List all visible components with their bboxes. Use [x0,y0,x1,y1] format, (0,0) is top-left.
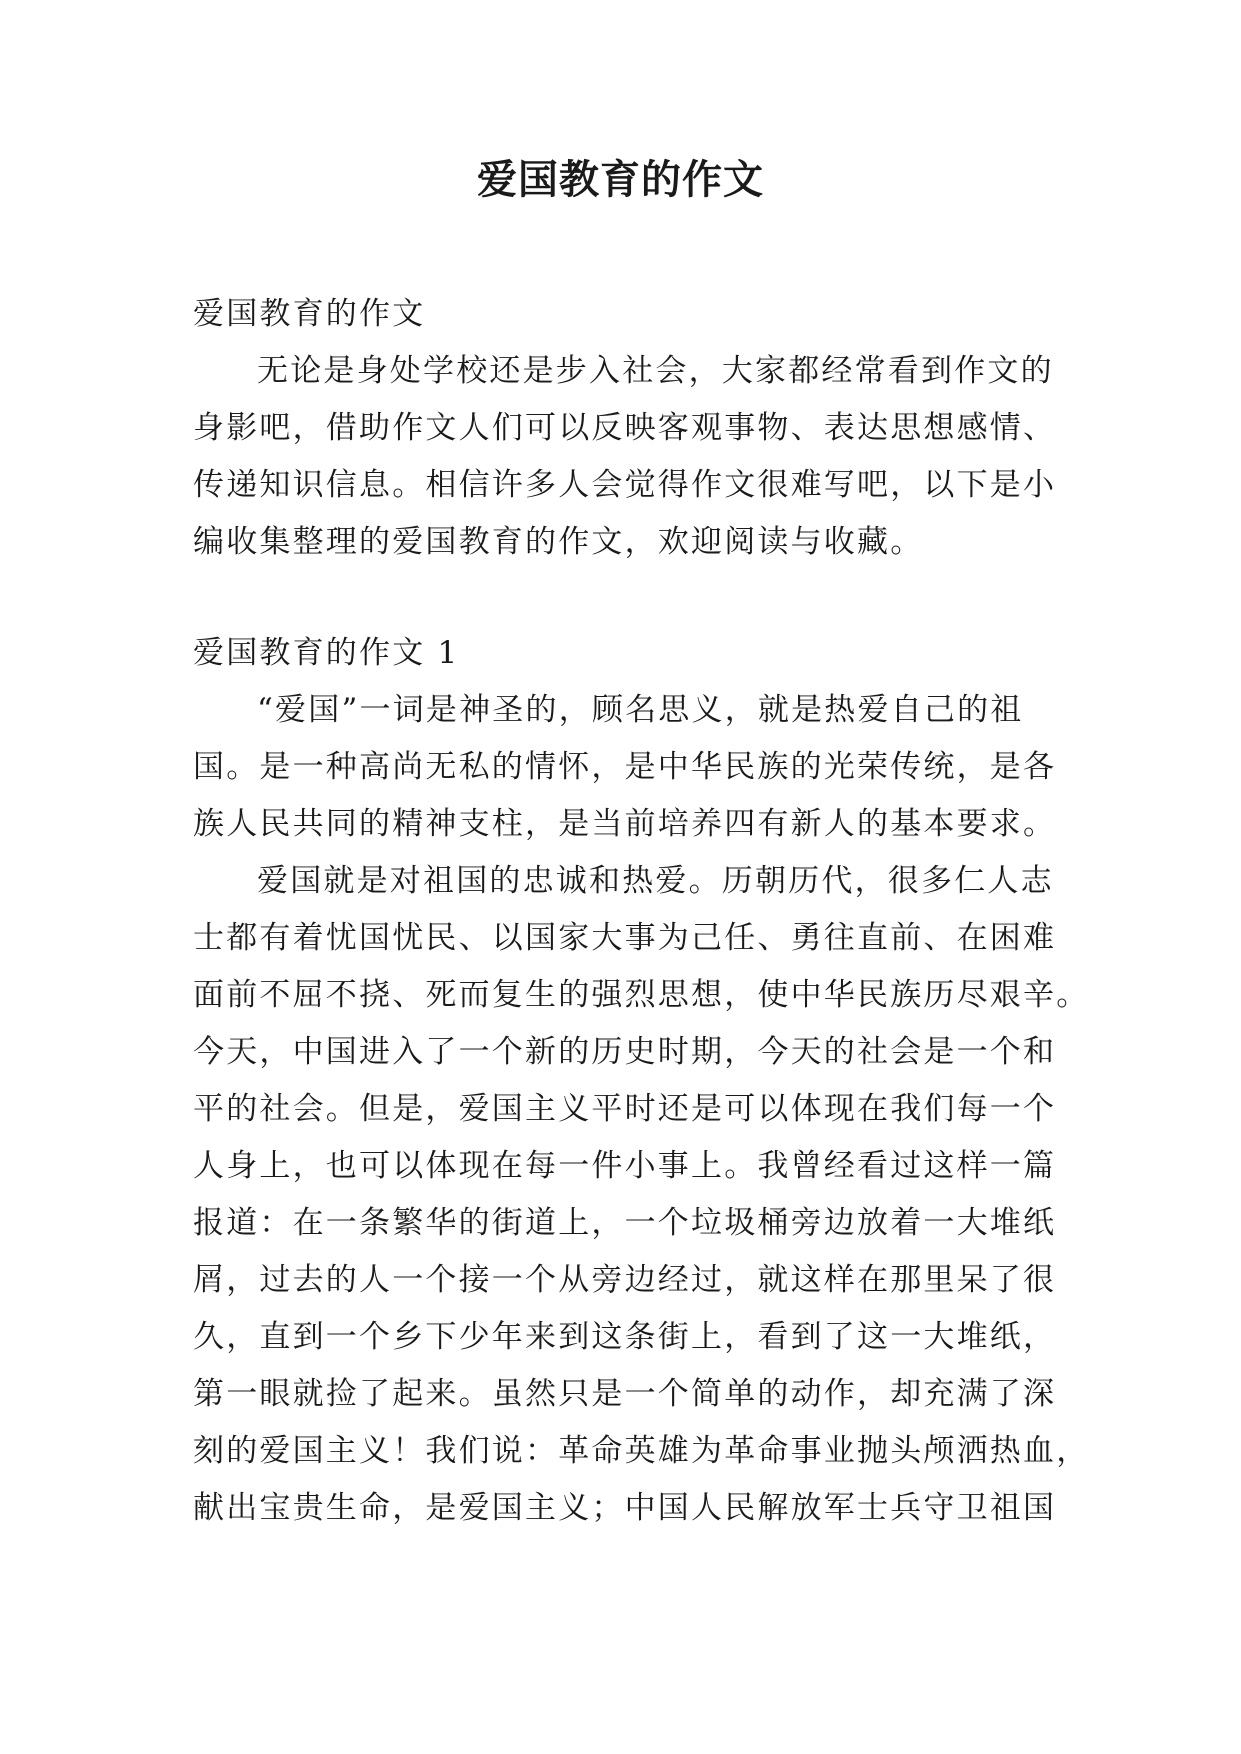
section1-paragraph-2 [193,853,1090,1537]
intro-paragraph [193,343,1073,571]
section1-paragraph-1 [193,682,1073,853]
paragraph-line: 爱国就是对祖国的忠诚和热爱。历朝历代，很多仁人志 [257,863,1054,899]
paragraph-line: “爱国”一词是神圣的，顾名思义，就是热爱自己的祖 [257,692,1024,728]
paragraph-line: 面前不屈不挠、死而复生的强烈思想，使中华民族历尽艰辛。 [193,977,1090,1013]
paragraph-line: 编收集整理的爱国教育的作文，欢迎阅读与收藏。 [193,524,924,560]
section-heading: 爱国教育的作文 1 [193,635,460,671]
paragraph-line: 族人民共同的精神支柱，是当前培养四有新人的基本要求。 [193,806,1057,842]
paragraph-line: 身影吧，借助作文人们可以反映客观事物、表达思想感情、 [193,410,1057,446]
section-spacer [193,571,1073,625]
document-body [193,286,1090,1537]
paragraph-line: 无论是身处学校还是步入社会，大家都经常看到作文的 [257,353,1054,389]
paragraph-line: 人身上，也可以体现在每一件小事上。我曾经看过这样一篇 [193,1148,1057,1184]
paragraph-line: 平的社会。但是，爱国主义平时还是可以体现在我们每一个 [193,1091,1057,1127]
paragraph-line: 士都有着忧国忧民、以国家大事为己任、勇往直前、在困难 [193,920,1057,956]
paragraph-line: 第一眼就捡了起来。虽然只是一个简单的动作，却充满了深 [193,1376,1057,1412]
paragraph-line: 献出宝贵生命，是爱国主义；中国人民解放军士兵守卫祖国 [193,1490,1057,1526]
paragraph-line: 传递知识信息。相信许多人会觉得作文很难写吧，以下是小 [193,467,1057,503]
paragraph-line: 国。是一种高尚无私的情怀，是中华民族的光荣传统，是各 [193,749,1057,785]
paragraph-line: 刻的爱国主义！我们说：革命英雄为革命事业抛头颅洒热血， [193,1433,1090,1469]
paragraph-line: 屑，过去的人一个接一个从旁边经过，就这样在那里呆了很 [193,1262,1057,1298]
document-title: 爱国教育的作文 [477,156,764,203]
document-subtitle: 爱国教育的作文 [193,296,426,332]
paragraph-line: 报道：在一条繁华的街道上，一个垃圾桶旁边放着一大堆纸 [193,1205,1057,1241]
paragraph-line: 久，直到一个乡下少年来到这条街上，看到了这一大堆纸， [193,1319,1057,1355]
paragraph-line: 今天，中国进入了一个新的历史时期，今天的社会是一个和 [193,1034,1057,1070]
